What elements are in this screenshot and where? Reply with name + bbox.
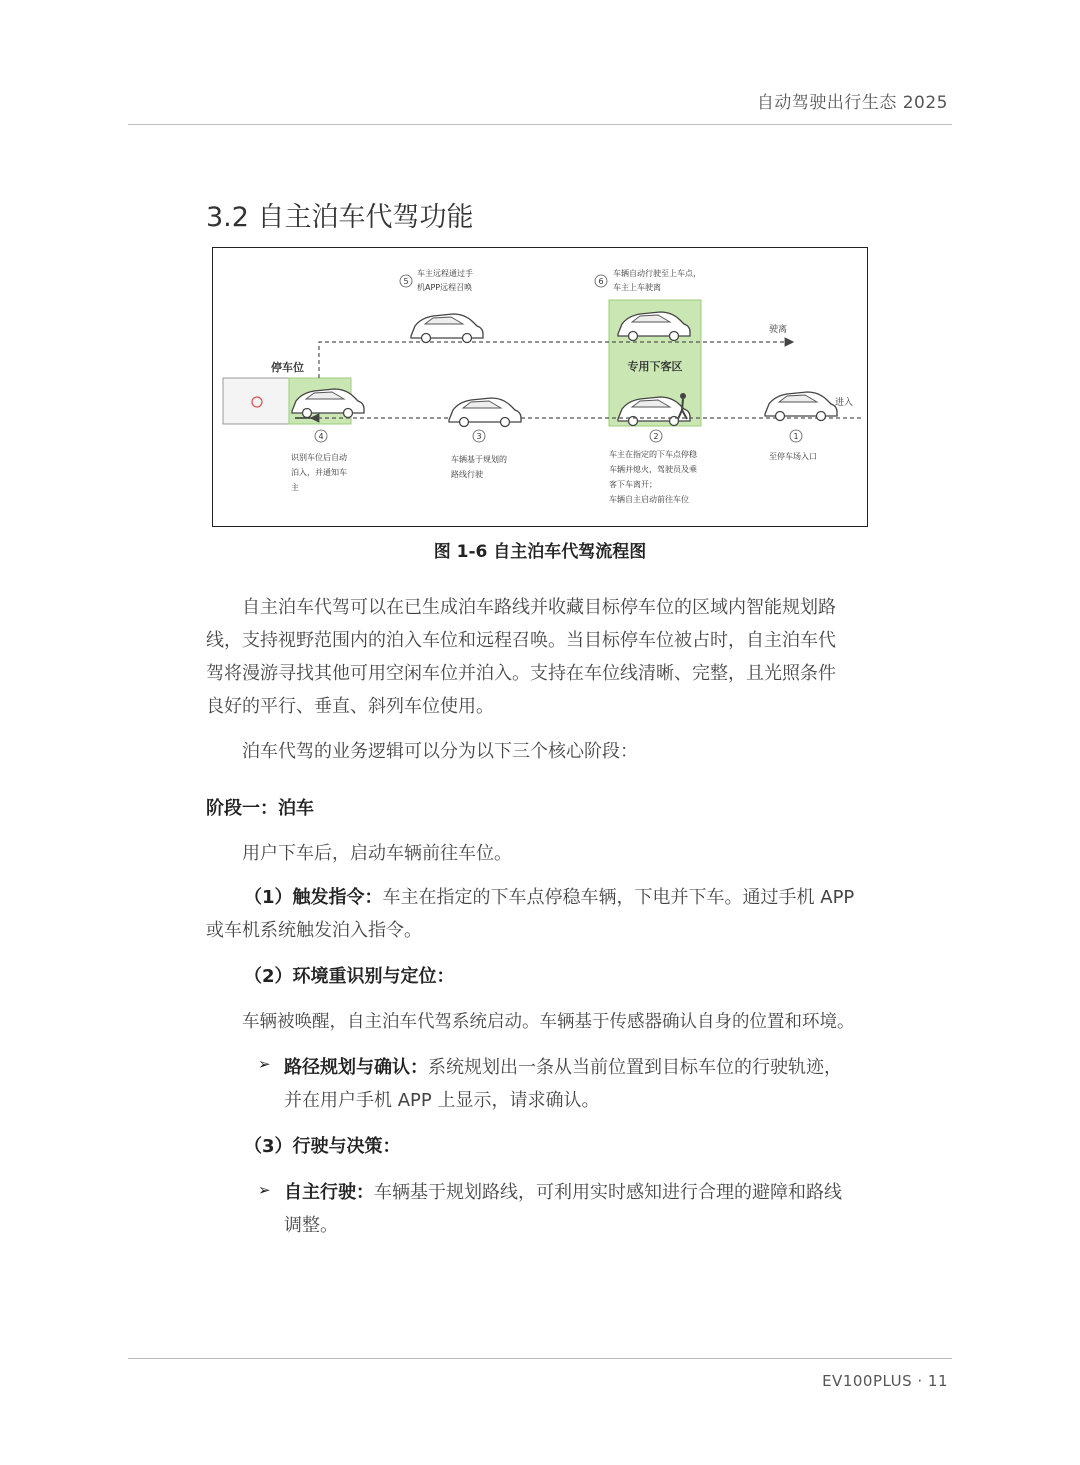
bullet1-text: 系统规划出一条从当前位置到目标车位的行驶轨迹， — [428, 1057, 842, 1078]
step5-text-line2: 机APP远程召唤 — [417, 283, 473, 292]
bullet-arrow-icon: ➢ — [258, 1055, 271, 1073]
parking-spot-label: 停车位 — [271, 361, 304, 374]
step4-text-line1: 识别车位后自动 — [291, 453, 347, 462]
figure-caption: 图 1-6 自主泊车代驾流程图 — [433, 542, 647, 562]
section-title: 3.2 自主泊车代驾功能 — [206, 202, 474, 233]
bullet2-text-line2: 调整。 — [284, 1215, 338, 1236]
header-divider — [128, 124, 952, 125]
step2-number: 2 — [653, 432, 659, 441]
item2-label: （2）环境重识别与定位： — [244, 966, 455, 987]
paragraph1-line2: 线，支持视野范围内的泊入车位和远程召唤。当目标停车位被占时，自主泊车代 — [206, 630, 836, 651]
bullet2 — [284, 1178, 842, 1204]
step5-text-line1: 车主远程通过手 — [417, 269, 473, 278]
step2-text-line3: 客下车离开； — [609, 480, 657, 489]
empty-parking-spot — [223, 378, 289, 424]
stage1-intro: 用户下车后，启动车辆前往车位。 — [242, 843, 512, 864]
driving-car-icon — [449, 398, 521, 427]
item3-label: （3）行驶与决策： — [244, 1136, 401, 1157]
step2-text-line4: 车辆自主启动前往车位 — [609, 495, 689, 504]
step4-number: 4 — [318, 432, 324, 441]
footer-divider — [128, 1358, 952, 1359]
step1-text-line1: 至停车场入口 — [769, 452, 817, 461]
step6-text-line1: 车辆自动行驶至上车点， — [613, 269, 701, 278]
bullet1 — [284, 1053, 842, 1079]
step6-number: 6 — [598, 277, 604, 286]
paragraph1-line1: 自主泊车代驾可以在已生成泊车路线并收藏目标停车位的区域内智能规划路 — [242, 597, 836, 618]
item1-label: （1）触发指令： — [244, 887, 383, 908]
stage1-heading: 阶段一：泊车 — [206, 798, 314, 819]
bullet1-text-line2: 并在用户手机 APP 上显示，请求确认。 — [284, 1090, 600, 1111]
step2-text-line2: 车辆并熄火，驾驶员及乘 — [609, 465, 697, 474]
step6-text-line2: 车主上车驶离 — [613, 283, 661, 292]
summoned-car-icon — [411, 314, 483, 343]
flow-diagram — [212, 247, 868, 527]
item1-text-line2: 或车机系统触发泊入指令。 — [206, 920, 422, 941]
bullet2-text: 车辆基于规划路线，可利用实时感知进行合理的避障和路线 — [374, 1182, 842, 1203]
page-footer: EV100PLUS · 11 — [822, 1372, 948, 1390]
flow-diagram-svg — [213, 248, 869, 528]
paragraph2: 泊车代驾的业务逻辑可以分为以下三个核心阶段： — [242, 741, 638, 762]
bullet-arrow-icon: ➢ — [258, 1181, 271, 1199]
enter-label: 进入 — [835, 398, 854, 408]
page-header-title: 自动驾驶出行生态 2025 — [756, 93, 948, 113]
item1 — [244, 883, 854, 909]
bullet1-label: 路径规划与确认： — [284, 1057, 428, 1078]
depart-label: 驶离 — [769, 325, 788, 335]
bullet2-label: 自主行驶： — [284, 1182, 374, 1203]
step5-number: 5 — [403, 277, 409, 286]
dropoff-zone-label: 专用下客区 — [627, 360, 683, 373]
exit-path-arrow — [319, 342, 793, 378]
entering-car-icon — [765, 392, 837, 421]
step4-text-line3: 主 — [291, 483, 299, 492]
step1-number: 1 — [793, 432, 799, 441]
step4-text-line2: 泊入，并通知车 — [291, 468, 347, 477]
step3-number: 3 — [476, 432, 482, 441]
paragraph1-line3: 驾将漫游寻找其他可用空闲车位并泊入。支持在车位线清晰、完整，且光照条件 — [206, 663, 836, 684]
step3-text-line1: 车辆基于规划的 — [451, 455, 507, 464]
step2-text-line1: 车主在指定的下车点停稳 — [609, 450, 697, 459]
paragraph1-line4: 良好的平行、垂直、斜列车位使用。 — [206, 696, 494, 717]
item2-text: 车辆被唤醒，自主泊车代驾系统启动。车辆基于传感器确认自身的位置和环境。 — [242, 1012, 855, 1032]
item1-text: 车主在指定的下车点停稳车辆，下电并下车。通过手机 APP — [382, 887, 855, 908]
step3-text-line2: 路线行驶 — [451, 470, 483, 479]
